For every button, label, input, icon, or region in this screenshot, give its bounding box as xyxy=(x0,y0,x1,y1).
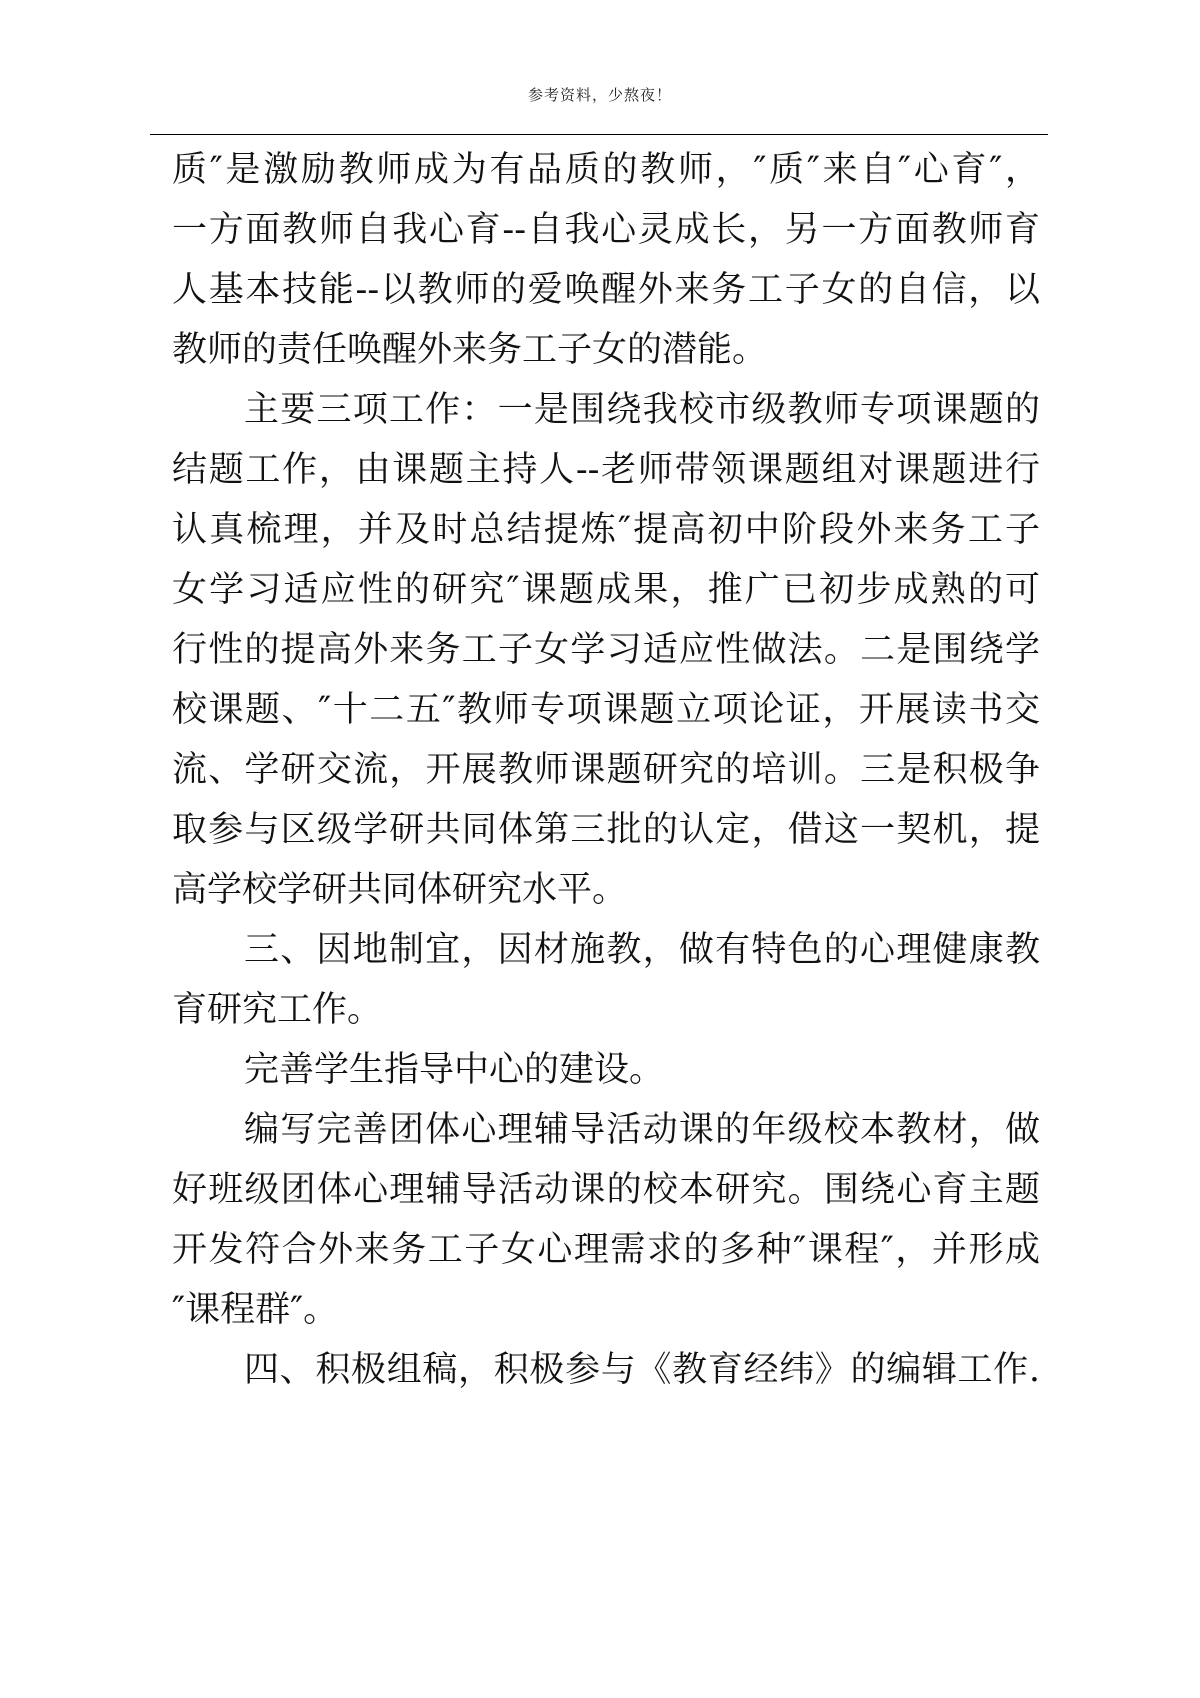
body-line: 认真梳理，并及时总结提炼″提高初中阶段外来务工子 xyxy=(172,510,1040,550)
page-header: 参考资料，少熬夜！ xyxy=(527,86,672,104)
body-line: 开发符合外来务工子女心理需求的多种″课程″，并形成 xyxy=(172,1230,1040,1270)
body-line: 流、学研交流，开展教师课题研究的培训。三是积极争 xyxy=(172,750,1040,790)
body-line: 质″是激励教师成为有品质的教师，″质″来自″心育″， xyxy=(172,150,1040,190)
body-line: 编写完善团体心理辅导活动课的年级校本教材，做 xyxy=(244,1110,1040,1150)
body-line: 一方面教师自我心育--自我心灵成长，另一方面教师育 xyxy=(172,210,1040,250)
body-line: 教师的责任唤醒外来务工子女的潜能。 xyxy=(172,330,768,370)
body-line: 行性的提高外来务工子女学习适应性做法。二是围绕学 xyxy=(172,630,1040,670)
body-line: 校课题、″十二五″教师专项课题立项论证，开展读书交 xyxy=(172,690,1040,730)
body-line: ″课程群″。 xyxy=(172,1290,339,1330)
body-line: 人基本技能--以教师的爱唤醒外来务工子女的自信，以 xyxy=(172,270,1040,310)
body-line: 育研究工作。 xyxy=(172,990,383,1030)
body-line: 取参与区级学研共同体第三批的认定，借这一契机，提 xyxy=(172,810,1040,850)
body-line: 好班级团体心理辅导活动课的校本研究。围绕心育主题 xyxy=(172,1170,1040,1210)
body-line: 主要三项工作：一是围绕我校市级教师专项课题的 xyxy=(244,390,1040,430)
body-line: 结题工作，由课题主持人--老师带领课题组对课题进行 xyxy=(172,450,1040,490)
body-line: 三、因地制宜，因材施教，做有特色的心理健康教 xyxy=(244,930,1040,970)
body-line: 女学习适应性的研究″课题成果，推广已初步成熟的可 xyxy=(172,570,1040,610)
body-line: 完善学生指导中心的建设。 xyxy=(244,1050,665,1090)
document-body xyxy=(172,140,1040,1400)
header-divider xyxy=(150,134,1048,135)
body-line: 四、积极组稿，积极参与《教育经纬》的编辑工作. xyxy=(244,1350,1040,1390)
body-line: 高学校学研共同体研究水平。 xyxy=(172,870,628,910)
